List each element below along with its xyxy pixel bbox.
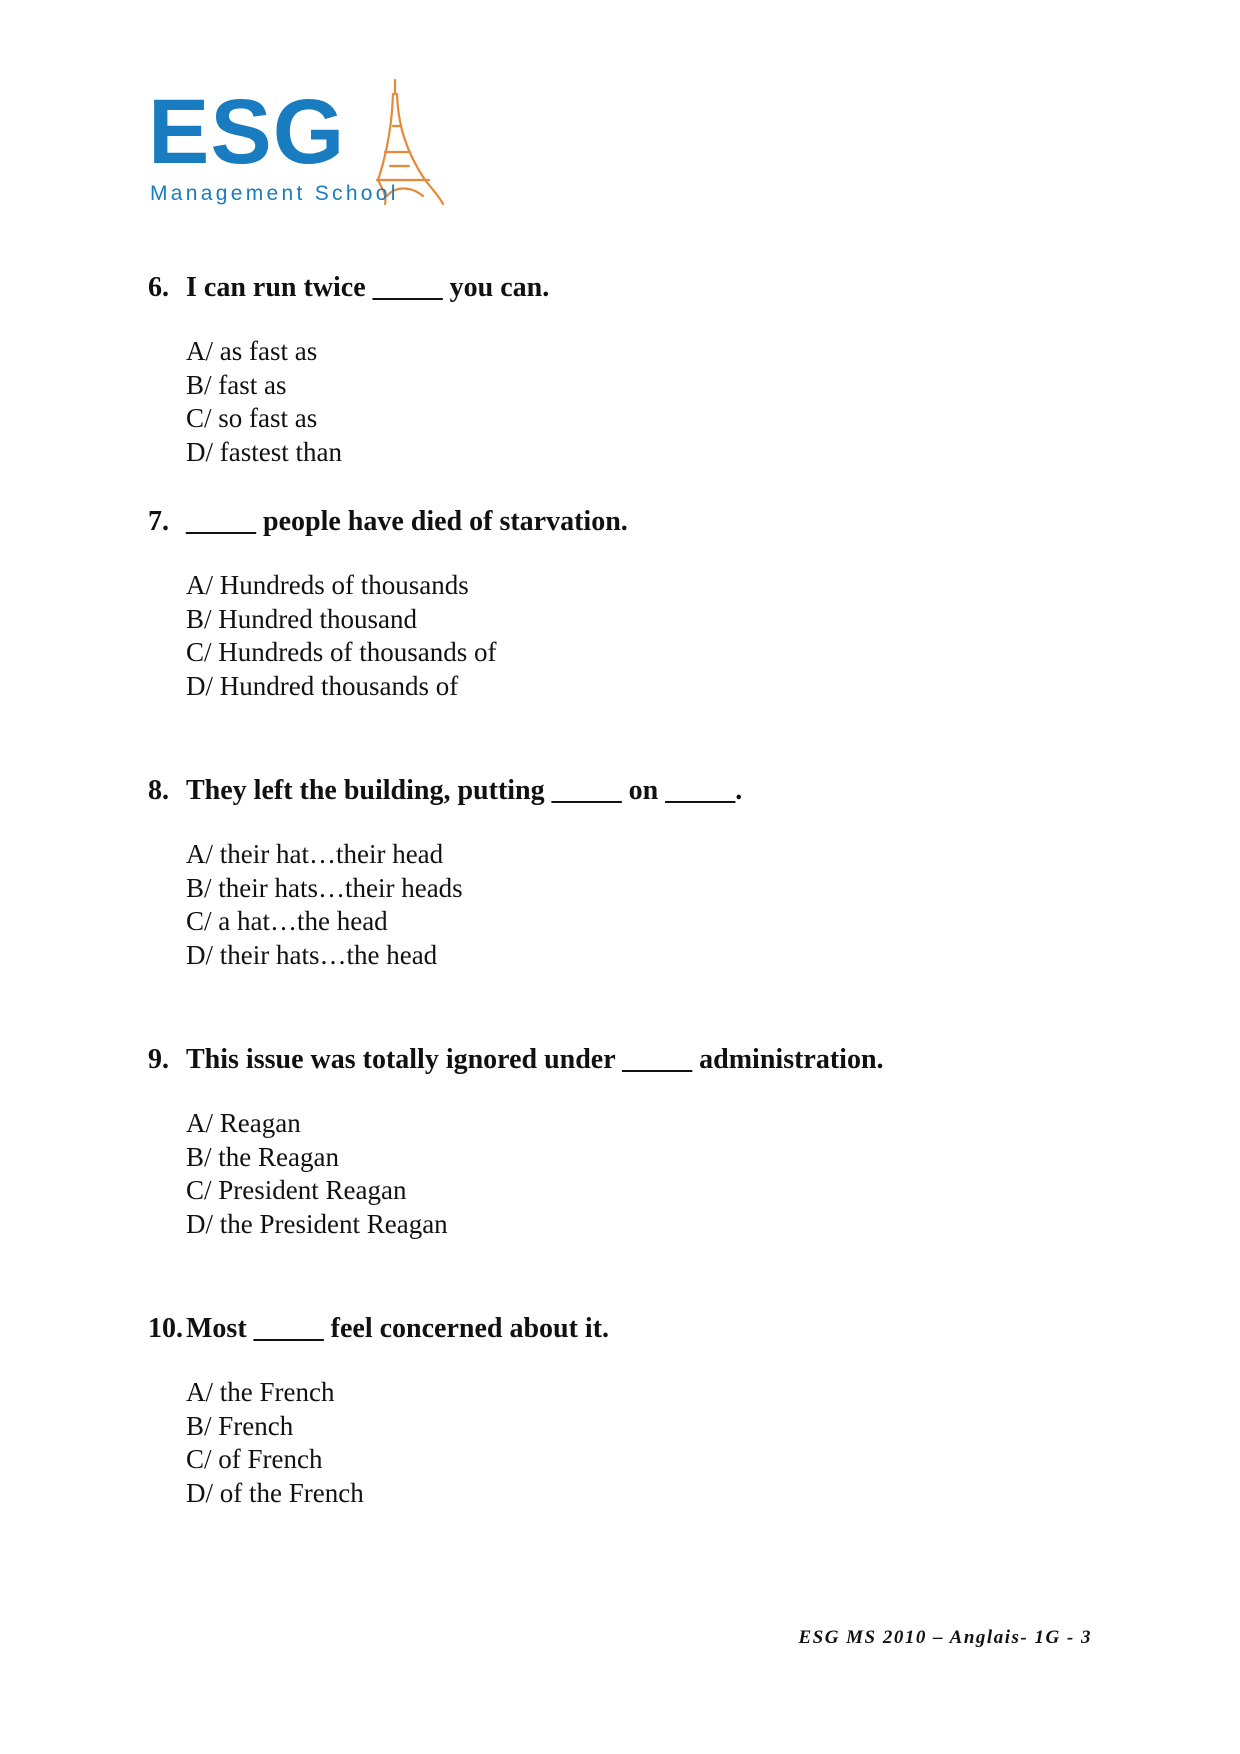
- option-c: C/ so fast as: [186, 403, 318, 433]
- question-heading: [148, 1312, 1148, 1346]
- esg-logo: [148, 78, 448, 213]
- question-heading: [148, 1043, 1148, 1077]
- option-b: B/ their hats…their heads: [186, 872, 463, 903]
- question-number: 8.: [148, 775, 169, 806]
- page-footer: ESG MS 2010 – Anglais- 1G - 3: [798, 1627, 1092, 1648]
- question-text: _____ people have died of starvation.: [186, 506, 628, 537]
- option-c: C/ a hat…the head: [186, 906, 388, 936]
- question-9: [148, 1043, 1148, 1241]
- option-b: B/ fast as: [186, 369, 287, 400]
- question-8: [148, 774, 1148, 972]
- logo-wordmark: ESG: [148, 81, 346, 183]
- option-b: B/ French: [186, 1410, 294, 1441]
- question-text: This issue was totally ignored under _____ administration.: [186, 1044, 884, 1075]
- option-d: D/ the President Reagan: [186, 1208, 448, 1239]
- option-list: [148, 1376, 1148, 1510]
- option-list: [148, 569, 1148, 703]
- question-text: They left the building, putting _____ on _____.: [186, 775, 743, 806]
- question-number: 10.: [148, 1313, 183, 1344]
- question-text: I can run twice _____ you can.: [186, 272, 550, 303]
- question-number: 6.: [148, 272, 169, 303]
- option-a: A/ their hat…their head: [186, 839, 444, 869]
- option-b: B/ the Reagan: [186, 1141, 339, 1172]
- question-7: [148, 505, 1148, 703]
- option-c: C/ Hundreds of thousands of: [186, 637, 497, 667]
- option-d: D/ of the French: [186, 1477, 364, 1508]
- question-heading: [148, 271, 1148, 305]
- option-a: A/ as fast as: [186, 336, 318, 366]
- option-c: C/ of French: [186, 1444, 323, 1474]
- question-heading: [148, 505, 1148, 539]
- option-b: B/ Hundred thousand: [186, 603, 417, 634]
- question-6: [148, 271, 1148, 469]
- question-10: [148, 1312, 1148, 1510]
- logo-subtitle: Management School: [150, 182, 399, 205]
- option-d: D/ fastest than: [186, 436, 342, 467]
- option-d: D/ their hats…the head: [186, 939, 438, 970]
- option-a: A/ Reagan: [186, 1108, 301, 1138]
- question-text: Most _____ feel concerned about it.: [186, 1313, 610, 1344]
- option-c: C/ President Reagan: [186, 1175, 407, 1205]
- option-a: A/ Hundreds of thousands: [186, 570, 469, 600]
- option-list: [148, 1107, 1148, 1241]
- option-a: A/ the French: [186, 1377, 335, 1407]
- question-heading: [148, 774, 1148, 808]
- option-list: [148, 335, 1148, 469]
- question-number: 7.: [148, 506, 169, 537]
- option-list: [148, 838, 1148, 972]
- option-d: D/ Hundred thousands of: [186, 670, 459, 701]
- question-number: 9.: [148, 1044, 169, 1075]
